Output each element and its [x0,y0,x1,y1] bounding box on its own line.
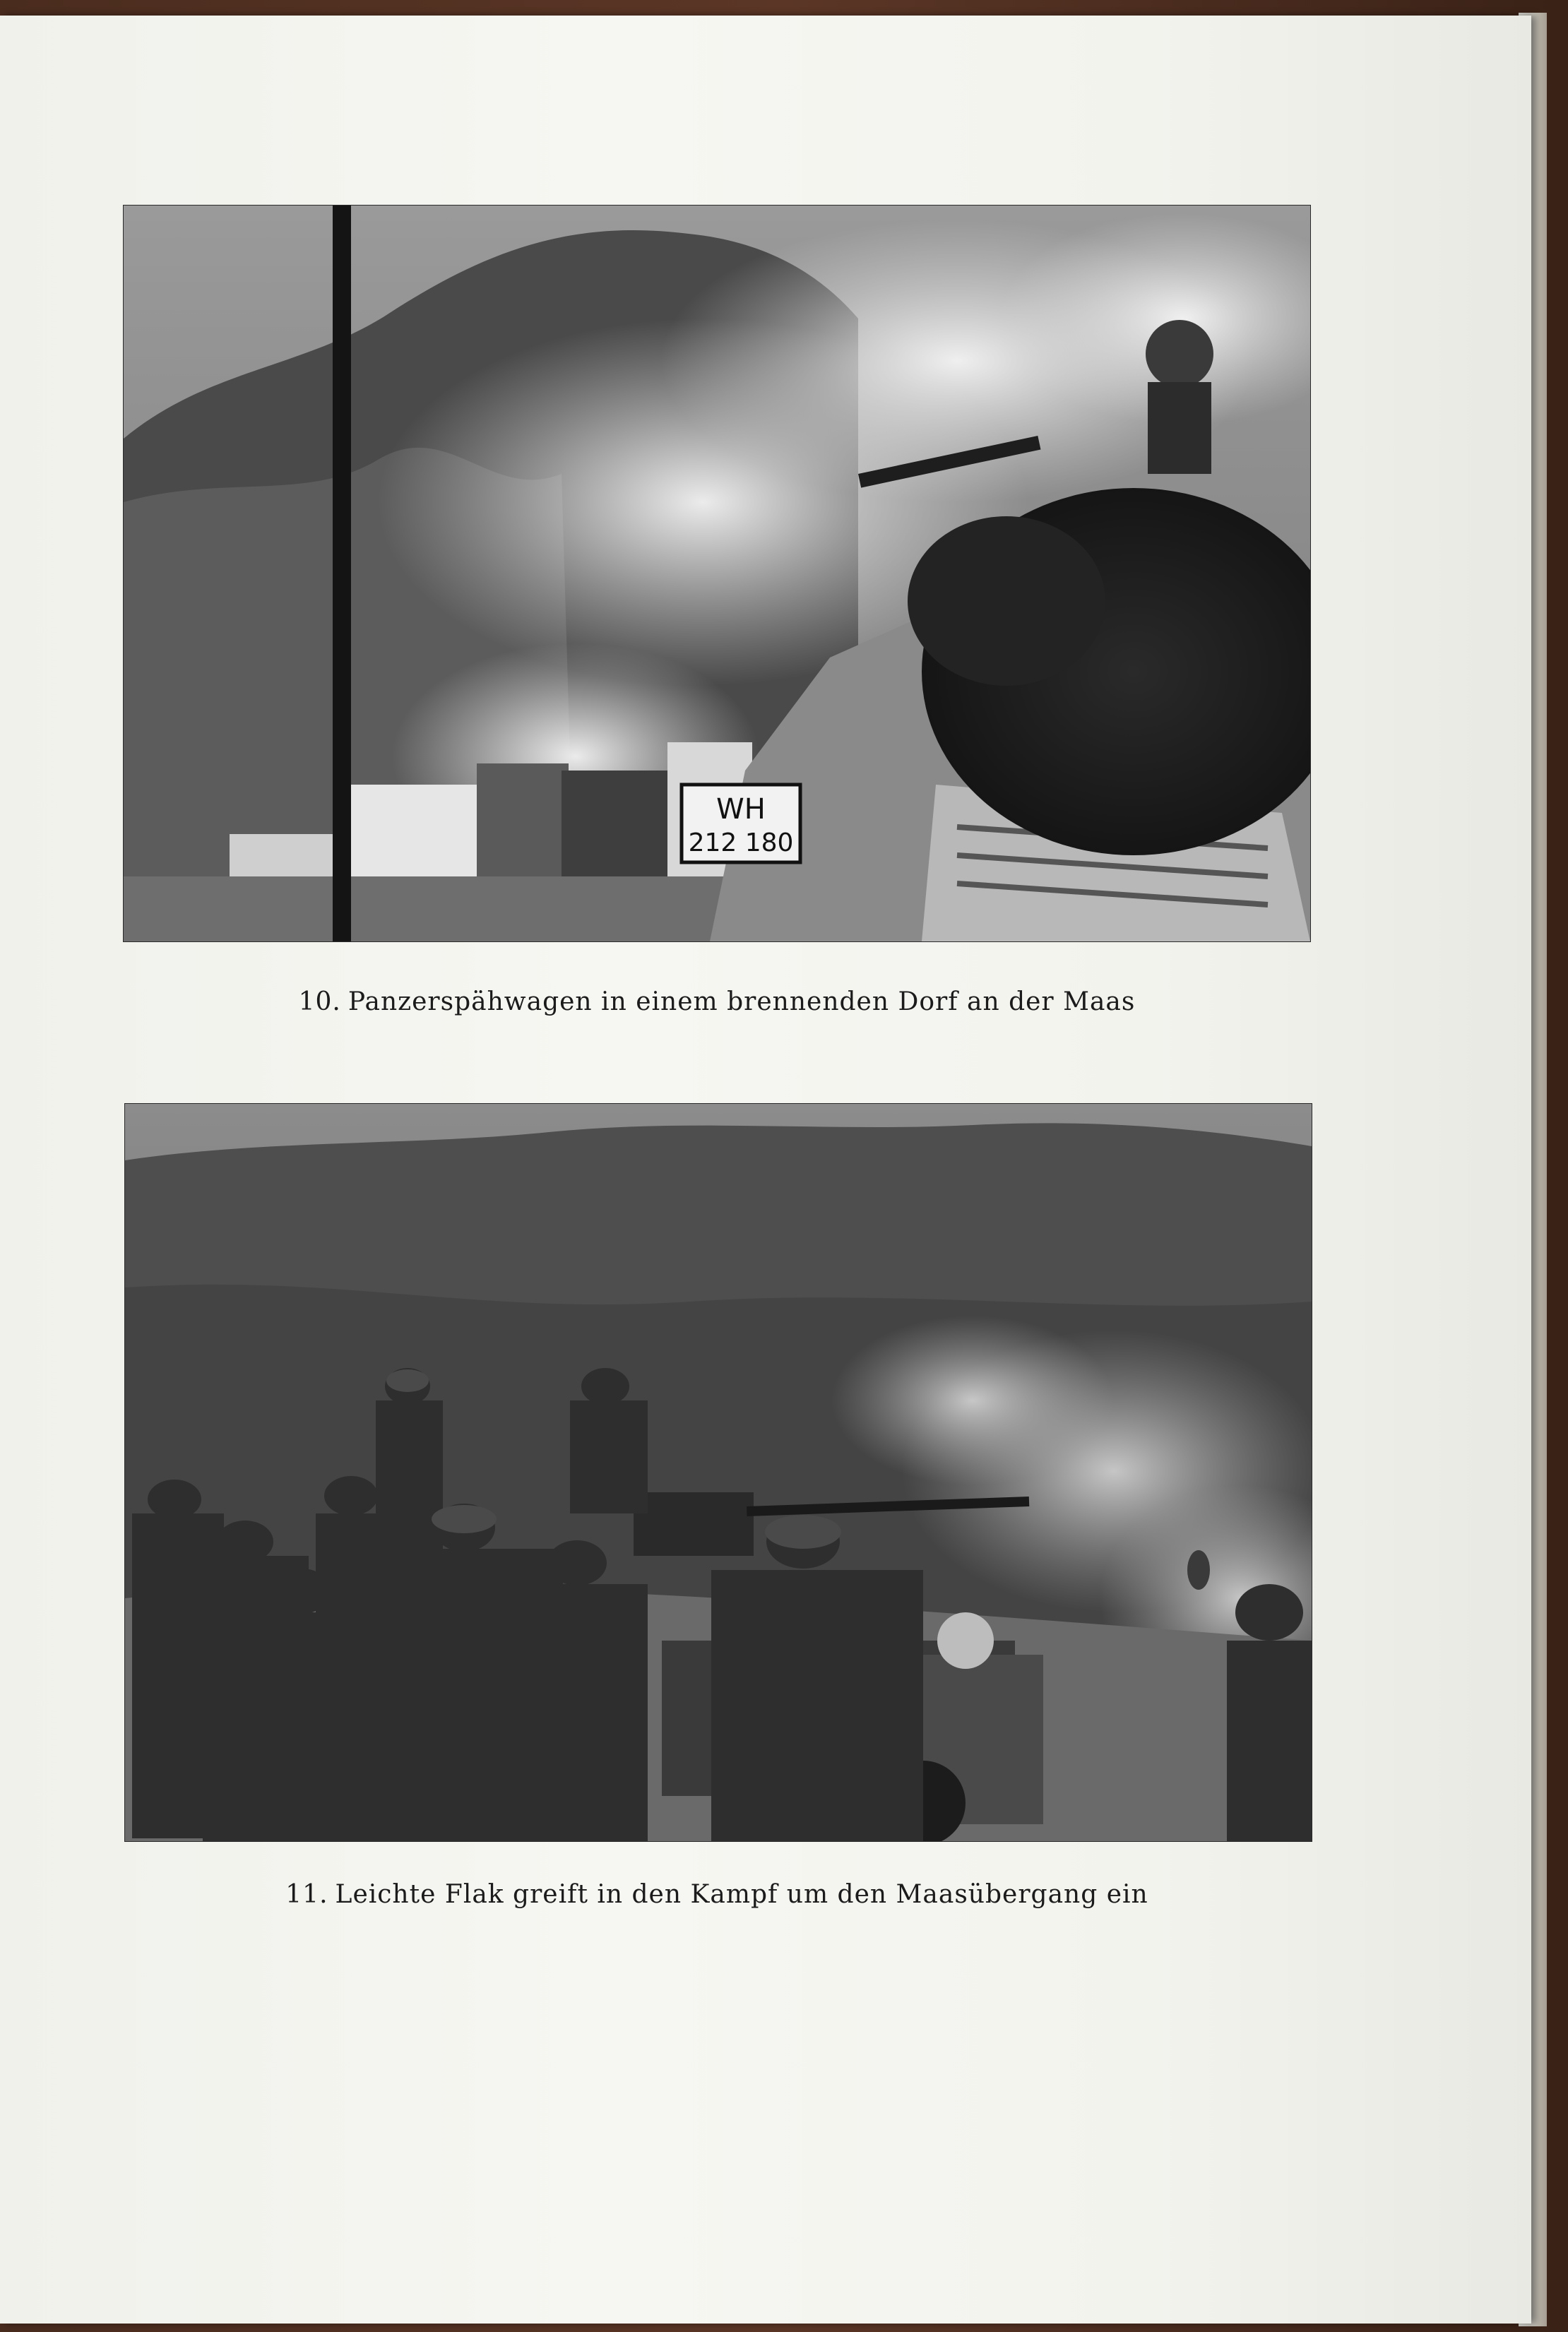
photo-10-drawing [124,206,1310,941]
figure-11-caption-text: Leichte Flak greift in den Kampf um den Maasübergang ein [335,1880,1148,1909]
figure-11-caption [0,1880,1434,1909]
license-plate-line-1: WH [716,793,766,826]
figure-10-number: 10. [298,987,341,1016]
figure-10-caption [0,987,1434,1016]
figure-10-caption-text: Panzerspähwagen in einem brennenden Dorf an der Maas [348,987,1136,1016]
license-plate-line-2: 212 180 [688,828,794,857]
photo-armored-car-burning-village [123,205,1311,942]
photo-11-drawing [125,1104,1312,1841]
figure-11-number: 11. [285,1880,328,1909]
photo-light-flak-meuse-crossing [124,1103,1312,1842]
